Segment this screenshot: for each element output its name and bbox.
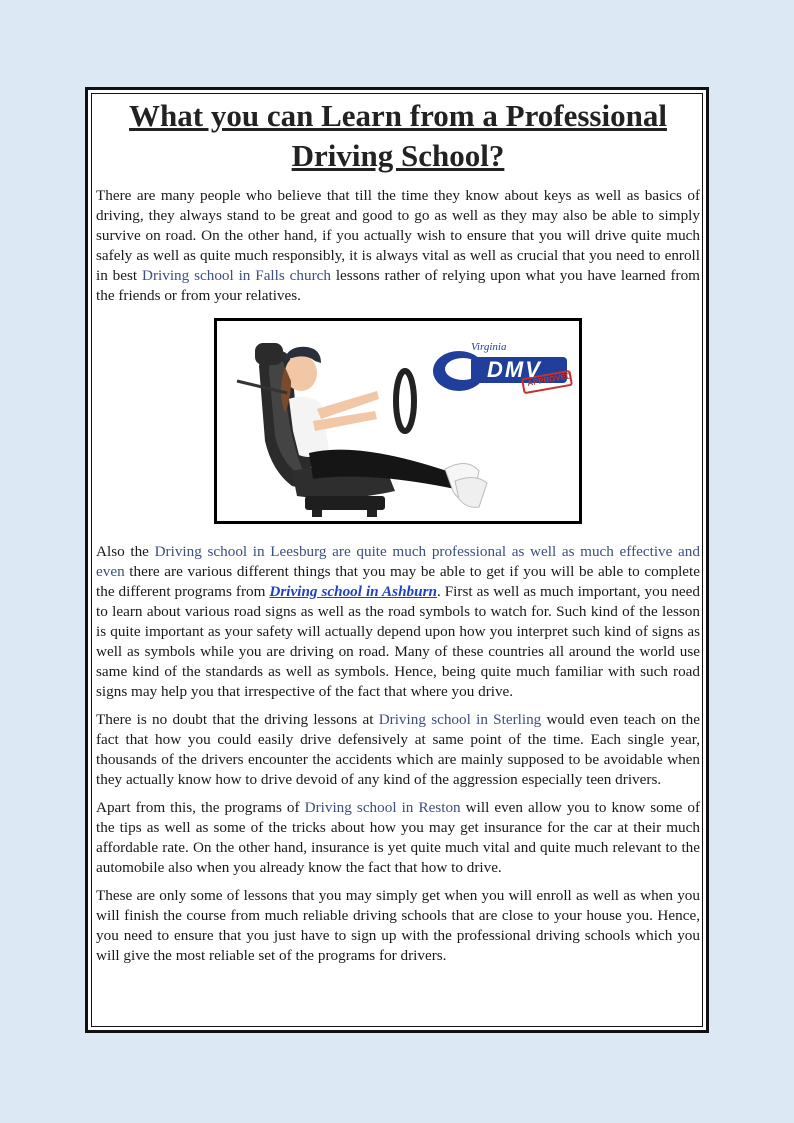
link-falls-church[interactable]: Driving school in Falls church <box>141 267 331 284</box>
paragraph-sterling <box>96 710 700 790</box>
approved-stamp: APPROVED <box>526 371 573 388</box>
driver-illustration <box>214 318 582 524</box>
paragraph-reston-text: Apart from this, the programs of <box>96 799 305 816</box>
link-reston[interactable]: Driving school in Reston <box>304 799 461 816</box>
dmv-logo-script: Virginia <box>471 341 507 353</box>
paragraph-intro <box>96 186 700 306</box>
paragraph-conclusion: These are only some of lessons that you may simply get when you will enroll as well as when you will finish the course from much reliable driving schools that are close to your house you. Hence, you need to ensure that you just have to sign up with the professional driving schools which you will give the most reliable set of the programs for drivers. <box>96 887 700 964</box>
link-sterling[interactable]: Driving school in Sterling <box>378 711 542 728</box>
dmv-logo-text: DMV <box>487 357 542 382</box>
paragraph-intro-text: There are many people who believe that till the time they know about keys as well as basics of driving, they always stand to be great and good to go as well as they may also be able to simply survive on road. On the other hand, if you actually wish to ensure that you will drive quite much safely as well as quite much responsibly, it is always vital as well as crucial that you need to enroll in best <box>96 187 700 284</box>
page-title: What you can Learn from a Professional Driving School? <box>129 98 667 173</box>
paragraph-reston <box>96 798 700 878</box>
paragraph-sterling-end: would even teach on the fact that how you could easily drive defensively at same point of the time. Each single year, thousands of the drivers encounter the accidents which are mainly supposed to be avoidable when they actually know how to drive devoid of any kind of the aggression especially teen drivers. <box>96 711 700 788</box>
paragraph-leesburg-text: Also the <box>96 543 155 560</box>
link-ashburn[interactable]: Driving school in Ashburn <box>269 583 437 600</box>
article <box>96 96 700 966</box>
paragraph-sterling-text: There is no doubt that the driving lessons at <box>96 711 379 728</box>
paragraph-leesburg-mid: there are various different things that you may be able to get if you will be able to complete the different programs from <box>96 563 700 600</box>
dmv-logo <box>425 339 575 399</box>
paragraph-leesburg-end: . First as well as much important, you need to learn about various road signs as well as the road symbols to watch for. Such kind of the lesson is quite important as your safety will actually depend upon how you interpret such kind of signs as well as symbols while you are driving on road. Many of these countries all around the world use same kind of the standards as well as symbols. Hence, being quite much familiar with such road signs may help you that irrespective of the fact that where you drive. <box>96 583 700 700</box>
paragraph-intro-text-end: lessons rather of relying upon what you have learned from the friends or from your relatives. <box>96 267 700 304</box>
paragraph-reston-end: will even allow you to know some of the tips as well as some of the tricks about how you may get insurance for the car at their much affordable rate. On the other hand, insurance is yet quite much vital and quite much relevant to the automobile also when you already know the fact that how to drive. <box>96 799 701 876</box>
paragraph-leesburg <box>96 542 700 702</box>
link-leesburg[interactable]: Driving school in Leesburg are quite much professional as well as much effective and even <box>96 543 700 580</box>
